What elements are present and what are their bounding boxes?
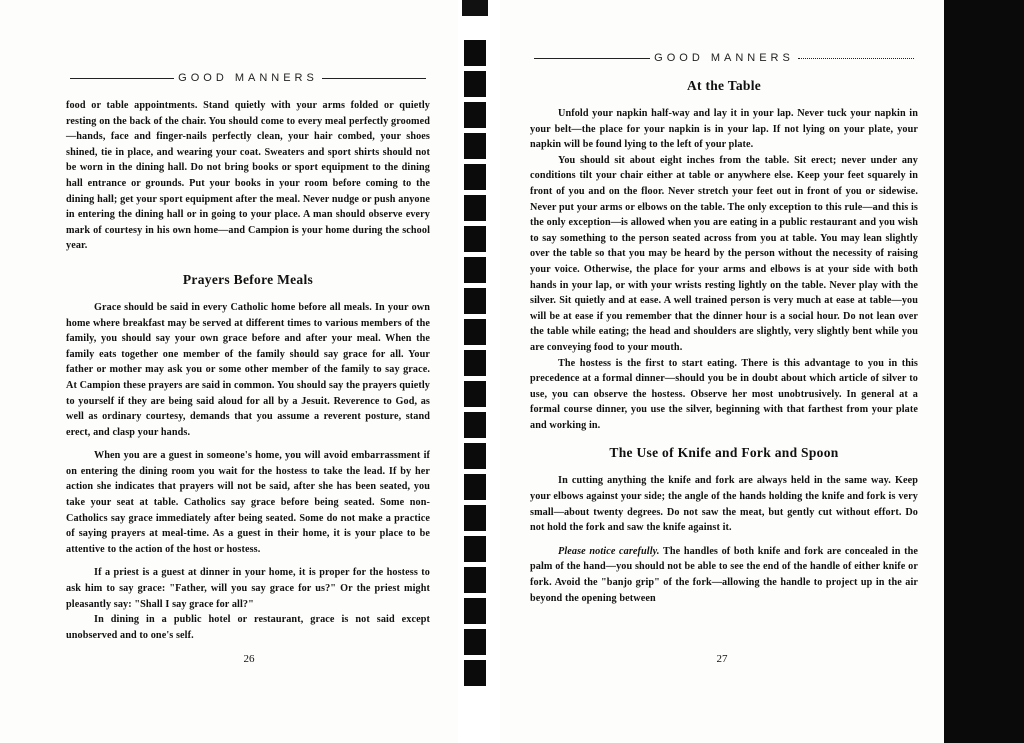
binding-coil	[464, 629, 486, 655]
binding-coil	[464, 598, 486, 624]
paragraph-text: The handles of both knife and fork are concealed in the palm of the hand—you should not be able to see the end of the handle of either knife or fork. Avoid the "banjo grip" of the fork—allowing the handle to project up in the air beyond the opening between	[530, 545, 918, 604]
paragraph	[530, 544, 918, 606]
binding-coil	[464, 567, 486, 593]
paragraph: The hostess is the first to start eating. There is this advantage to you in this precedence at a formal dinner—should you be in doubt about which article of silver to use, you can observe the hostess. Observe her most unobtrusively. In general at a formal course dinner, you use the silver, beginning with that farthest from your plate and working in.	[530, 357, 918, 431]
paragraph: You should sit about eight inches from the table. Sit erect; never under any conditions tilt your chair either at table or anywhere else. Keep your feet squarely in front of you and on the floor. Never stretch your feet out in front of you or sidewise. Never put your arms or elbows on the table. The only exception to this rule—and this is the only exception—is allowed when you are eating in a public restaurant and you wish to say something to the person seated across from you at table. You may lean slightly over the table so that you may be heard by the person without the necessity of raising your voice. Otherwise, the place for your arms and elbows is at your side with both hands in your lap, or with your wrists resting lightly on the table. Never play with the silver. Sit quietly and at ease. A well trained person is very much at ease at table—you will be at ease if you remember that the dinner hour is a social hour. Do not lean over the table while eating; the head and shoulders are slightly, very slightly bent while you are conveying food to your mouth.	[530, 154, 918, 353]
running-header	[530, 52, 918, 64]
binding-coil	[464, 257, 486, 283]
header-rule	[70, 78, 174, 79]
paragraph: Grace should be said in every Catholic home before all meals. In your own home where breakfast may be served at different times to various members of the family, you should say your own grace before and after your meal. When the family eats together one member of the family should say grace for all. Your father or mother may ask you or some other member of the family to say grace. At Campion these prayers are said in common. You should say the prayers quietly to yourself if they are being said aloud for all by a Jesuit. Reverence to God, as well as ordinary courtesy, demands that you assume a reverent posture, stand erect, and clasp your hands.	[66, 301, 430, 438]
binding-coil	[464, 195, 486, 221]
spiral-binding	[458, 0, 500, 743]
binding-top	[462, 0, 488, 16]
binding-coil	[464, 319, 486, 345]
binding-coil	[464, 474, 486, 500]
binding-coil	[464, 350, 486, 376]
binding-coil	[464, 536, 486, 562]
binding-coil	[464, 102, 486, 128]
paragraph: food or table appointments. Stand quietly with your arms folded or quietly resting on the back of the chair. You should come to every meal perfectly groomed—hands, face and finger-nails perfectly clean, your hair combed, your shoes shined, tie in place, and wearing your coat. Sweaters and sport shirts should not be worn in the dining hall. Do not bring books or sport equipment to the dining hall entrance or grounds. Put your books in your room before coming to the dining hall; get your sport equipment after the meal. Never nudge or push anyone in entering the dining hall or in going to your place. A man should observe every mark of courtesy in his own home—and Campion is your home during the school year.	[66, 100, 430, 252]
page-number: 27	[716, 653, 728, 665]
binding-coil	[464, 443, 486, 469]
paragraph: Unfold your napkin half-way and lay it in your lap. Never tuck your napkin in your belt—the place for your napkin is in your lap. If not lying on your plate, your napkin will be found lying to the left of your plate.	[530, 108, 918, 151]
binding-coil	[464, 133, 486, 159]
header-rule	[798, 58, 914, 59]
scan-edge	[944, 0, 1024, 743]
emphasis-text: Please notice carefully.	[558, 545, 660, 557]
section-title: The Use of Knife and Fork and Spoon	[609, 445, 839, 461]
section-title: At the Table	[686, 78, 762, 93]
binding-coil	[464, 288, 486, 314]
paragraph: In dining in a public hotel or restaurant, grace is not said except unobserved and to one's self.	[66, 614, 430, 641]
binding-coil	[464, 660, 486, 686]
page-number: 26	[243, 653, 255, 665]
paragraph: If a priest is a guest at dinner in your home, it is proper for the hostess to ask him to say grace: "Father, will you say grace for us?" Or the priest might pleasantly say: "Shall I say grace for all?"	[66, 567, 430, 610]
right-page	[500, 0, 944, 743]
header-rule	[322, 78, 426, 79]
binding-coil	[464, 412, 486, 438]
binding-coil	[464, 40, 486, 66]
binding-coil	[464, 71, 486, 97]
header-text: GOOD MANNERS	[654, 52, 794, 64]
binding-coil	[464, 381, 486, 407]
left-page	[0, 0, 458, 743]
section-title: Prayers Before Meals	[182, 271, 314, 287]
paragraph: When you are a guest in someone's home, you will avoid embarrassment if on entering the dining room you wait for the hostess to take the lead. If by her action she indicates that prayers will not be said, after she has been seated, you take your seat at table. Catholics say grace before being seated. Some non-Catholics say grace immediately after being seated. Some do not make a practice of saying prayers at meal-time. As a guest in their home, it is your place to be attentive to the action of the host or hostess.	[66, 450, 430, 555]
running-header	[66, 72, 430, 84]
binding-coil	[464, 505, 486, 531]
binding-coil	[464, 226, 486, 252]
header-rule	[534, 58, 650, 59]
binding-coil	[464, 164, 486, 190]
header-text: GOOD MANNERS	[178, 72, 318, 84]
paragraph: In cutting anything the knife and fork are always held in the same way. Keep your elbows against your side; the angle of the hands holding the knife and fork is very small—about twenty degrees. Do not saw the meat, but gently cut without effort. Do not hold the fork and saw the knife against it.	[530, 475, 918, 534]
